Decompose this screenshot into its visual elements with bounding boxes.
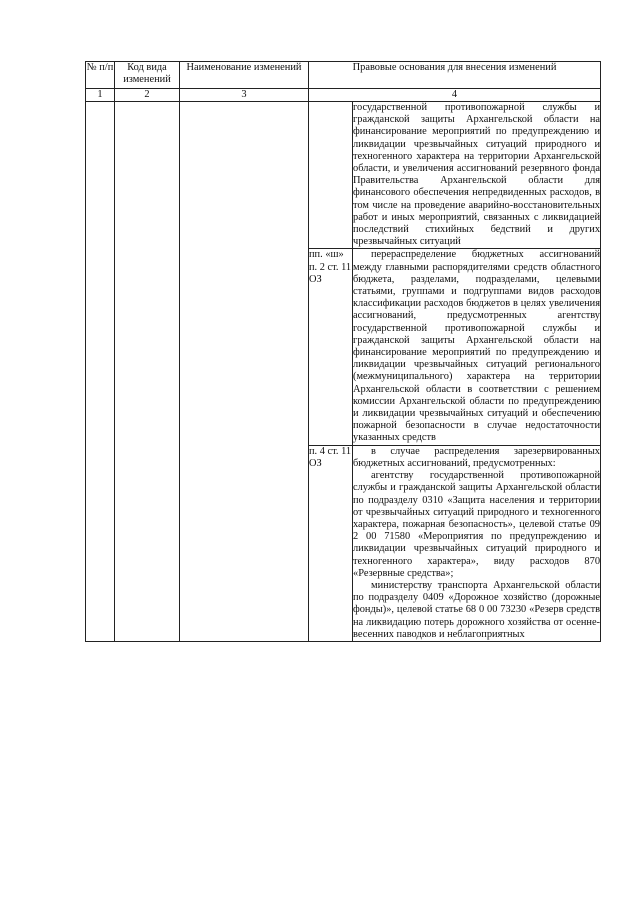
column-number-3: 3 [180,89,309,102]
legal-reference: п. 4 ст. 11 ОЗ [309,445,353,641]
legal-basis-paragraph: в случае распределения зарезервированных бюджетных ассигнований, предусмотренных: [353,445,601,469]
legal-reference: пп. «ш» п. 2 ст. 11 ОЗ [309,249,353,445]
table-row [86,102,601,249]
header-legal-basis: Правовые основания для внесения изменений [309,62,601,89]
column-number-2: 2 [115,89,180,102]
column-number-1: 1 [86,89,115,102]
header-change-code: Код вида изменений [115,62,180,89]
legal-basis-paragraph: государственной противопожарной службы и гражданской защиты Архангельской области на финансирование мероприятий по предупреждению и ликвидации чрезвычайных ситуаций природного и техногенного характера на территории Архангельской области, и увеличения ассигнований резервного фонда Правительства Архангельской области для финансового обеспечения непредвиденных расходов, в том числе на проведение аварийно-восстановительных работ и иных мероприятий, связанных с ликвидацией последствий стихийных бедствий и других чрезвычайных ситуаций [353,102,601,248]
legal-basis-paragraph: перераспределение бюджетных ассигнований между главными распорядителями средств областного бюджета, разделами, подразделами, целевыми статьями, группами и подгруппами видов расходов классификации расходов бюджетов в целях увеличения ассигнований, предусмотренных агентству государственной противопожарной службы и гражданской защиты Архангельской области на финансирование мероприятий по предупреждению и ликвидации чрезвычайных ситуаций регионального (межмуниципального) характера на территории Архангельской области в соответствии с решением комиссии Архангельской области по предупреждению и ликвидации чрезвычайных ситуаций и обеспечению пожарной безопасности в случае недостаточности указанных средств [353,249,601,444]
cell-number-empty [86,102,115,642]
header-number: № п/п [86,62,115,89]
changes-table [85,61,601,642]
legal-basis-paragraph: министерству транспорта Архангельской области по подразделу 0409 «Дорожное хозяйство (дорожные фонды)», целевой статье 68 0 00 73230 «Резерв средств на ликвидацию потерь дорожного хозяйства от осенне-весенних паводков и неблагоприятных [353,579,601,640]
numbering-row [86,89,601,102]
cell-change-name-empty [180,102,309,642]
legal-basis-text [353,249,601,445]
column-number-4: 4 [309,89,601,102]
table-header-row [86,62,601,89]
legal-reference [309,102,353,249]
header-change-name: Наименование изменений [180,62,309,89]
legal-basis-paragraph: агентству государственной противопожарной службы и гражданской защиты Архангельской области по подразделу 0310 «Защита населения и территории от чрезвычайных ситуаций природного и техногенного характера, пожарная безопасность», целевой статье 09 2 00 71580 «Мероприятия по предупреждению и ликвидации чрезвычайных ситуаций природного и техногенного характера», виду расходов 870 «Резервные средства»; [353,470,601,579]
legal-basis-text [353,445,601,641]
legal-basis-text [353,102,601,249]
cell-change-code-empty [115,102,180,642]
